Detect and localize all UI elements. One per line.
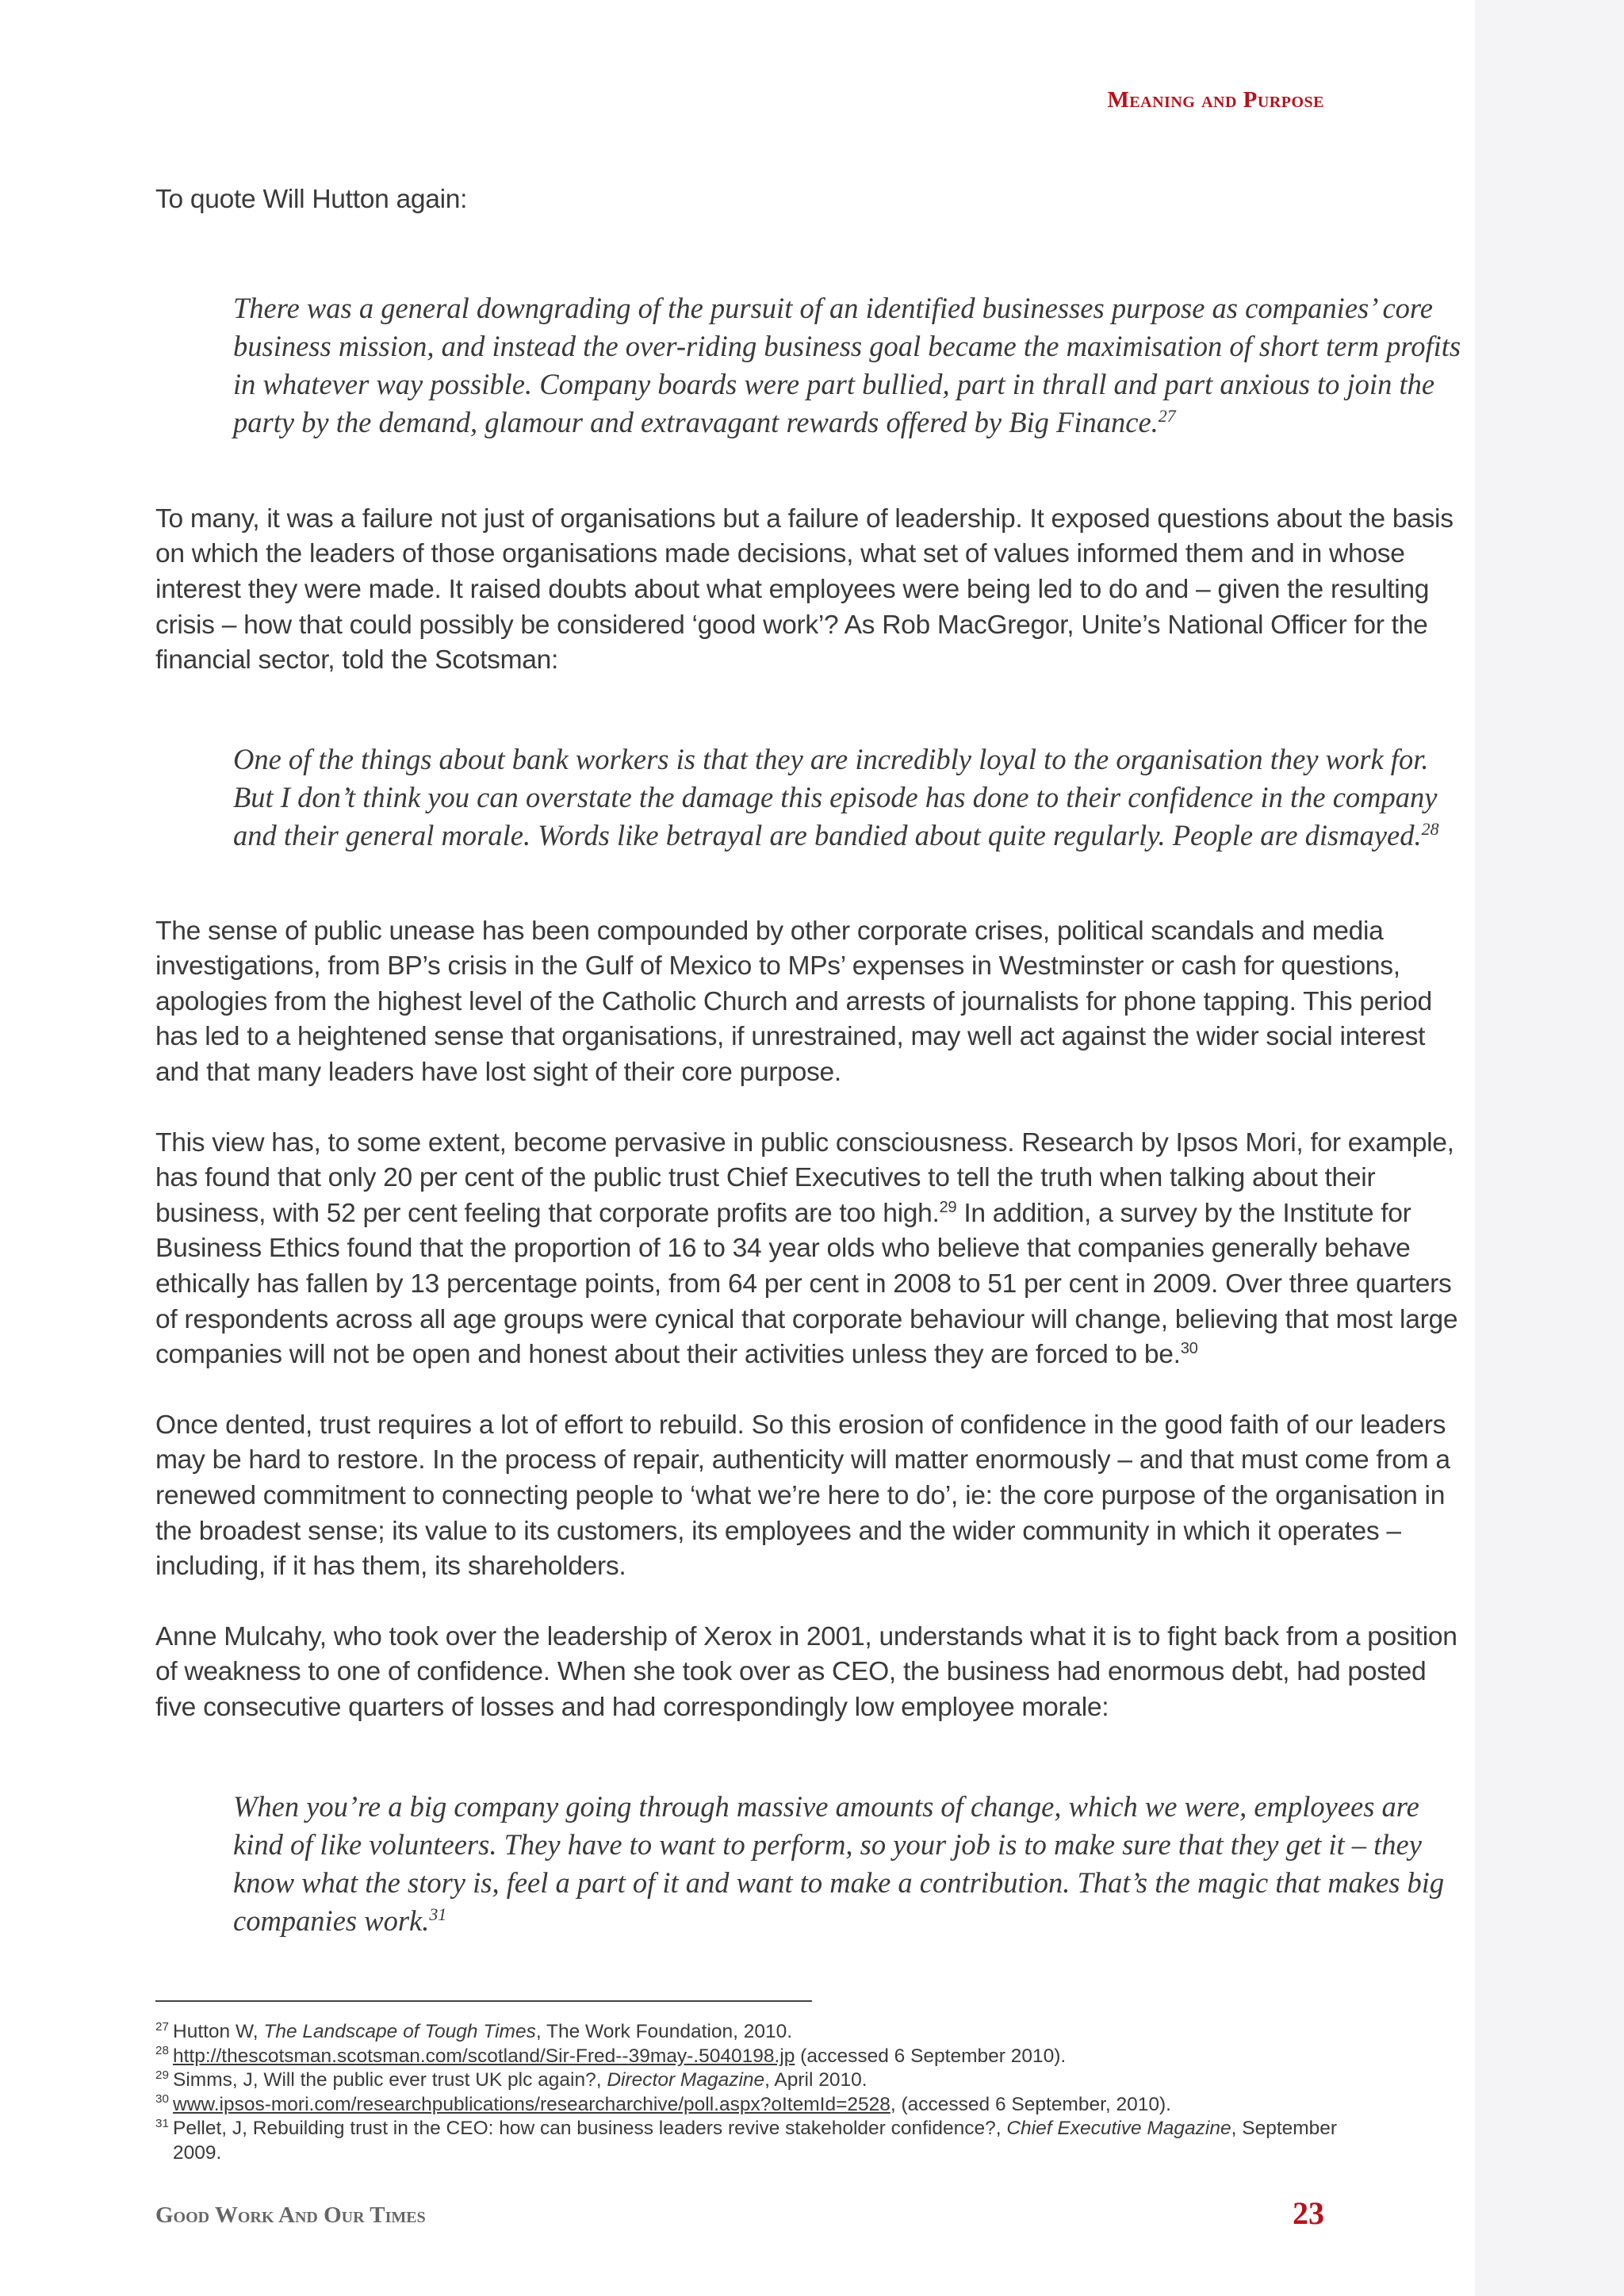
quote-text: One of the things about bank workers is that they are incredibly loyal to the organisation they work for. But I don’t think you can overstate the damage this episode has done to their confidence in the company and their general morale. Words like betrayal are bandied about quite regularly. People are dismayed. <box>233 742 1438 852</box>
footnote-ref-28[interactable]: 28 <box>1421 819 1439 840</box>
paragraph-trust-rebuild: Once dented, trust requires a lot of effort to rebuild. So this erosion of confidence in the good faith of our leaders may be hard to restore. In the process of repair, authenticity will matter enormously – and that must come from a renewed commitment to connecting people to ‘what we’re here to do’, ie: the core purpose of the organisation in the broadest sense; its value to its customers, its employees and the wider community in which it operates – including, if it has them, its shareholders. <box>155 1410 1450 1582</box>
running-head: Meaning and Purpose <box>1107 87 1324 113</box>
block-quote-macgregor <box>233 740 1472 855</box>
body-text <box>155 182 1472 1941</box>
paragraph-intro: To quote Will Hutton again: <box>155 185 468 214</box>
footnote-text: , September 2009. <box>173 2118 1338 2164</box>
footnote-title: Chief Executive Magazine <box>1006 2118 1231 2139</box>
footnote-text: Pellet, J, Rebuilding trust in the CEO: how can business leaders revive stakeholder confidence?, <box>173 2118 1007 2139</box>
page-number: 23 <box>1293 2195 1324 2231</box>
footnote-divider <box>155 2000 812 2002</box>
paragraph-public-consciousness <box>155 1126 1472 1373</box>
running-foot: Good Work And Our Times <box>155 2202 426 2228</box>
footnote-text: , The Work Foundation, 2010. <box>535 2021 793 2042</box>
footnote-title: The Landscape of Tough Times <box>263 2021 536 2042</box>
footnote-text: Hutton W, <box>173 2021 264 2042</box>
footnote-27: 27 Hutton W, The Landscape of Tough Times, The Work Foundation, 2010. <box>155 2019 793 2042</box>
footnote-title: Director Magazine <box>607 2069 765 2091</box>
block-quote-mulcahy <box>233 1788 1472 1941</box>
footnote-ref-30[interactable]: 30 <box>1180 1339 1198 1357</box>
block-quote-hutton <box>233 289 1472 442</box>
footnote-29: 29 Simms, J, Will the public ever trust UK plc again?, Director Magazine, April 2010. <box>155 2068 868 2091</box>
quote-text: When you’re a big company going through massive amounts of change, which we were, employees are kind of like volunteers. They have to want to perform, so your job is to make sure that they get it – they know what the story is, feel a part of it and want to make a contribution. That’s the magic that makes big companies work. <box>233 1789 1445 1938</box>
footnote-ref-27[interactable]: 27 <box>1158 406 1176 427</box>
footnotes <box>155 2020 1345 2165</box>
footnote-31: 31 Pellet, J, Rebuilding trust in the CEO: how can business leaders revive stakeholder confidence?, Chief Executive Magazine, September 2009. <box>155 2116 1338 2164</box>
footnote-28: 28 http://thescotsman.scotsman.com/scotland/Sir-Fred--39may-.5040198.jp (accessed 6 September 2010). <box>155 2044 1067 2067</box>
footnote-text: Simms, J, Will the public ever trust UK plc again?, <box>173 2069 607 2091</box>
paragraph-text: This view has, to some extent, become pervasive in public consciousness. Research by Ipsos Mori, for example, has found that only 20 per cent of the public trust Chief Executives to tell the truth when talking about their business, with 52 per cent feeling that corporate profits are too high. <box>155 1127 1454 1228</box>
footnote-ref-31[interactable]: 31 <box>429 1904 447 1925</box>
paragraph-public-unease: The sense of public unease has been compounded by other corporate crises, political scandals and media investigations, from BP’s crisis in the Gulf of Mexico to MPs’ expenses in Westminster or cash for questions, apologies from the highest level of the Catholic Church and arrests of journalists for phone tapping. This period has led to a heightened sense that organisations, if unrestrained, may well act against the wider social interest and that many leaders have lost sight of their core purpose. <box>155 916 1432 1088</box>
footnote-text: (accessed 6 September 2010). <box>795 2045 1067 2067</box>
paragraph-anne-mulcahy: Anne Mulcahy, who took over the leadership of Xerox in 2001, understands what it is to fight back from a position of weakness to one of confidence. When she took over as CEO, the business had enormous debt, had posted five consecutive quarters of losses and had correspondingly low employee morale: <box>155 1621 1457 1722</box>
paragraph-text: In addition, a survey by the Institute for Business Ethics found that the proportion of 16 to 34 year olds who believe that companies generally behave ethically has fallen by 13 percentage points, from 64 per cent in 2008 to 51 per cent in 2009. Over three quarters of respondents across all age groups were cynical that corporate behaviour will change, believing that most large companies will not be open and honest about their activities unless they are forced to be. <box>155 1198 1458 1370</box>
footnote-30: 30 www.ipsos-mori.com/researchpublications/researcharchive/poll.aspx?oItemId=2528, (accessed 6 September, 2010). <box>155 2092 1171 2115</box>
paragraph-failure-of-leadership: To many, it was a failure not just of organisations but a failure of leadership. It exposed questions about the basis on which the leaders of those organisations made decisions, what set of values informed them and in whose interest they were made. It raised doubts about what employees were being led to do and – given the resulting crisis – how that could possibly be considered ‘good work’? As Rob MacGregor, Unite’s National Officer for the financial sector, told the Scotsman: <box>155 503 1454 675</box>
footnote-ref-29[interactable]: 29 <box>939 1198 957 1216</box>
quote-text: There was a general downgrading of the pursuit of an identified businesses purpose as companies’ core business mission, and instead the over-riding business goal became the maximisation of short term profits in whatever way possible. Company boards were part bullied, part in thrall and part anxious to join the party by the demand, glamour and extravagant rewards offered by Big Finance. <box>233 291 1461 439</box>
footnote-text: , (accessed 6 September, 2010). <box>890 2093 1171 2115</box>
footnote-link[interactable]: http://thescotsman.scotsman.com/scotland/Sir-Fred--39may-.5040198.jp <box>173 2045 795 2067</box>
footnote-link[interactable]: www.ipsos-mori.com/researchpublications/researcharchive/poll.aspx?oItemId=2528 <box>173 2093 891 2115</box>
footnote-text: , April 2010. <box>764 2069 868 2091</box>
